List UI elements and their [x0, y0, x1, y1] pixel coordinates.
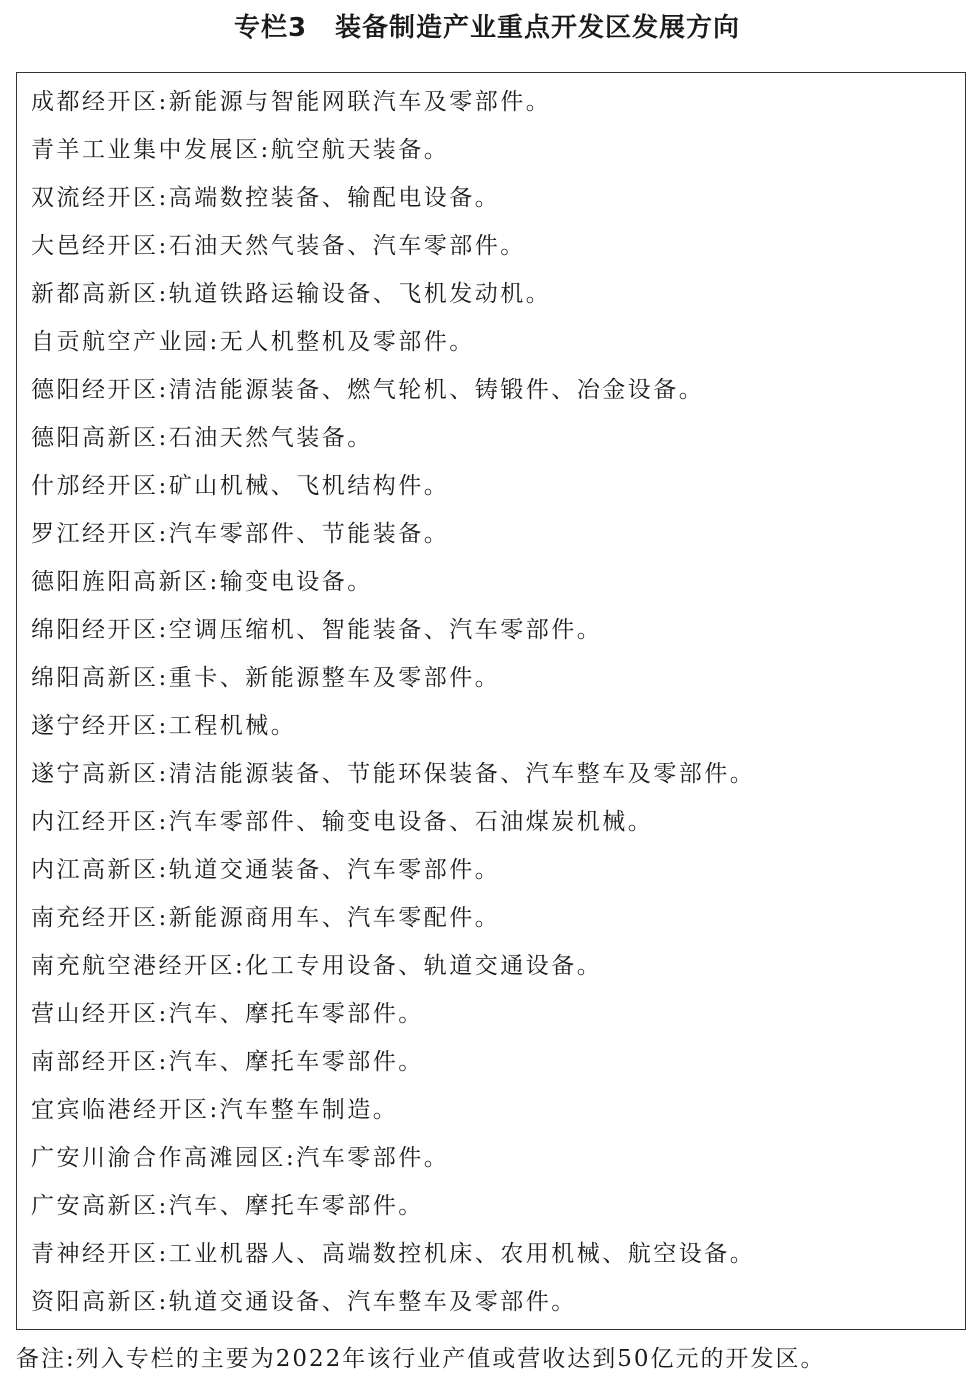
zone-row	[31, 510, 955, 558]
industry-direction: 清洁能源装备、燃气轮机、铸锻件、冶金设备。	[168, 377, 705, 403]
zone-row	[31, 1134, 955, 1182]
zone-row	[31, 702, 955, 750]
zone-row	[31, 654, 955, 702]
zone-row	[31, 78, 955, 126]
industry-direction: 汽车、摩托车零部件。	[168, 1049, 424, 1075]
industry-direction: 无人机整机及零部件。	[219, 329, 475, 355]
zone-separator: :	[158, 473, 169, 499]
zone-name: 宜宾临港经开区	[31, 1097, 210, 1123]
zone-separator: :	[158, 377, 169, 403]
zone-name: 德阳经开区	[31, 377, 159, 403]
zone-name: 绵阳高新区	[31, 665, 159, 691]
zone-name: 绵阳经开区	[31, 617, 159, 643]
industry-direction: 重卡、新能源整车及零部件。	[168, 665, 501, 691]
zone-separator: :	[158, 1049, 169, 1075]
zone-name: 内江经开区	[31, 809, 159, 835]
zone-name: 南部经开区	[31, 1049, 159, 1075]
industry-direction: 新能源商用车、汽车零配件。	[168, 905, 501, 931]
zone-row	[31, 990, 955, 1038]
industry-direction: 汽车零部件、节能装备。	[168, 521, 450, 547]
industry-direction: 空调压缩机、智能装备、汽车零部件。	[168, 617, 603, 643]
zone-name: 双流经开区	[31, 185, 159, 211]
column-number: 专栏3	[233, 13, 308, 43]
column-heading: 装备制造产业重点开发区发展方向	[335, 13, 741, 43]
zone-separator: :	[158, 1241, 169, 1267]
zone-name: 德阳旌阳高新区	[31, 569, 210, 595]
zone-separator: :	[158, 1289, 169, 1315]
zone-name: 遂宁高新区	[31, 761, 159, 787]
industry-direction: 航空航天装备。	[270, 137, 450, 163]
zone-row	[31, 1038, 955, 1086]
zone-separator: :	[158, 281, 169, 307]
zone-separator: :	[158, 185, 169, 211]
footnote: 备注:列入专栏的主要为2022年该行业产值或营收达到50亿元的开发区。	[16, 1346, 826, 1372]
column-title	[0, 10, 974, 46]
industry-direction: 石油天然气装备、汽车零部件。	[168, 233, 526, 259]
zone-separator: :	[235, 953, 246, 979]
zone-separator: :	[158, 809, 169, 835]
industry-direction: 汽车整车制造。	[219, 1097, 399, 1123]
zone-name: 南充航空港经开区	[31, 953, 235, 979]
zone-separator: :	[158, 521, 169, 547]
zone-name: 南充经开区	[31, 905, 159, 931]
industry-direction: 汽车、摩托车零部件。	[168, 1001, 424, 1027]
zone-name: 成都经开区	[31, 89, 159, 115]
industry-direction: 清洁能源装备、节能环保装备、汽车整车及零部件。	[168, 761, 756, 787]
zone-separator: :	[158, 761, 169, 787]
zone-name: 青羊工业集中发展区	[31, 137, 261, 163]
zone-row	[31, 1230, 955, 1278]
zone-row	[31, 270, 955, 318]
zone-row	[31, 606, 955, 654]
zone-row	[31, 558, 955, 606]
zone-separator: :	[209, 329, 220, 355]
zone-row	[31, 222, 955, 270]
industry-direction: 轨道交通装备、汽车零部件。	[168, 857, 501, 883]
zone-row	[31, 462, 955, 510]
industry-direction: 轨道铁路运输设备、飞机发动机。	[168, 281, 552, 307]
industry-direction: 矿山机械、飞机结构件。	[168, 473, 450, 499]
zone-separator: :	[158, 665, 169, 691]
zone-name: 广安高新区	[31, 1193, 159, 1219]
content-box	[16, 72, 966, 1330]
zone-row	[31, 1278, 955, 1326]
zone-separator: :	[158, 713, 169, 739]
zone-separator: :	[158, 1193, 169, 1219]
zone-separator: :	[158, 425, 169, 451]
zone-row	[31, 846, 955, 894]
zone-separator: :	[158, 905, 169, 931]
zone-row	[31, 750, 955, 798]
zone-row	[31, 318, 955, 366]
zone-row	[31, 126, 955, 174]
zone-name: 资阳高新区	[31, 1289, 159, 1315]
industry-direction: 工程机械。	[168, 713, 297, 739]
zone-separator: :	[209, 569, 220, 595]
zone-separator: :	[209, 1097, 220, 1123]
industry-direction: 汽车零部件。	[296, 1145, 450, 1171]
zone-separator: :	[286, 1145, 297, 1171]
zone-separator: :	[158, 233, 169, 259]
industry-direction: 轨道交通设备、汽车整车及零部件。	[168, 1289, 577, 1315]
zone-row	[31, 942, 955, 990]
industry-direction: 石油天然气装备。	[168, 425, 373, 451]
industry-direction: 化工专用设备、轨道交通设备。	[245, 953, 603, 979]
zone-name: 营山经开区	[31, 1001, 159, 1027]
industry-direction: 汽车零部件、输变电设备、石油煤炭机械。	[168, 809, 654, 835]
zone-separator: :	[158, 857, 169, 883]
zone-row	[31, 414, 955, 462]
zone-list	[31, 78, 955, 1326]
industry-direction: 输变电设备。	[219, 569, 373, 595]
zone-name: 什邡经开区	[31, 473, 159, 499]
zone-row	[31, 798, 955, 846]
zone-separator: :	[260, 137, 271, 163]
zone-row	[31, 174, 955, 222]
zone-separator: :	[158, 1001, 169, 1027]
zone-row	[31, 1182, 955, 1230]
zone-row	[31, 1086, 955, 1134]
zone-name: 青神经开区	[31, 1241, 159, 1267]
zone-name: 德阳高新区	[31, 425, 159, 451]
zone-row	[31, 894, 955, 942]
zone-separator: :	[158, 617, 169, 643]
zone-name: 大邑经开区	[31, 233, 159, 259]
zone-name: 罗江经开区	[31, 521, 159, 547]
zone-name: 自贡航空产业园	[31, 329, 210, 355]
zone-name: 广安川渝合作高滩园区	[31, 1145, 286, 1171]
zone-name: 内江高新区	[31, 857, 159, 883]
zone-name: 新都高新区	[31, 281, 159, 307]
industry-direction: 新能源与智能网联汽车及零部件。	[168, 89, 552, 115]
zone-row	[31, 366, 955, 414]
industry-direction: 汽车、摩托车零部件。	[168, 1193, 424, 1219]
zone-separator: :	[158, 89, 169, 115]
industry-direction: 高端数控装备、输配电设备。	[168, 185, 501, 211]
zone-name: 遂宁经开区	[31, 713, 159, 739]
industry-direction: 工业机器人、高端数控机床、农用机械、航空设备。	[168, 1241, 756, 1267]
